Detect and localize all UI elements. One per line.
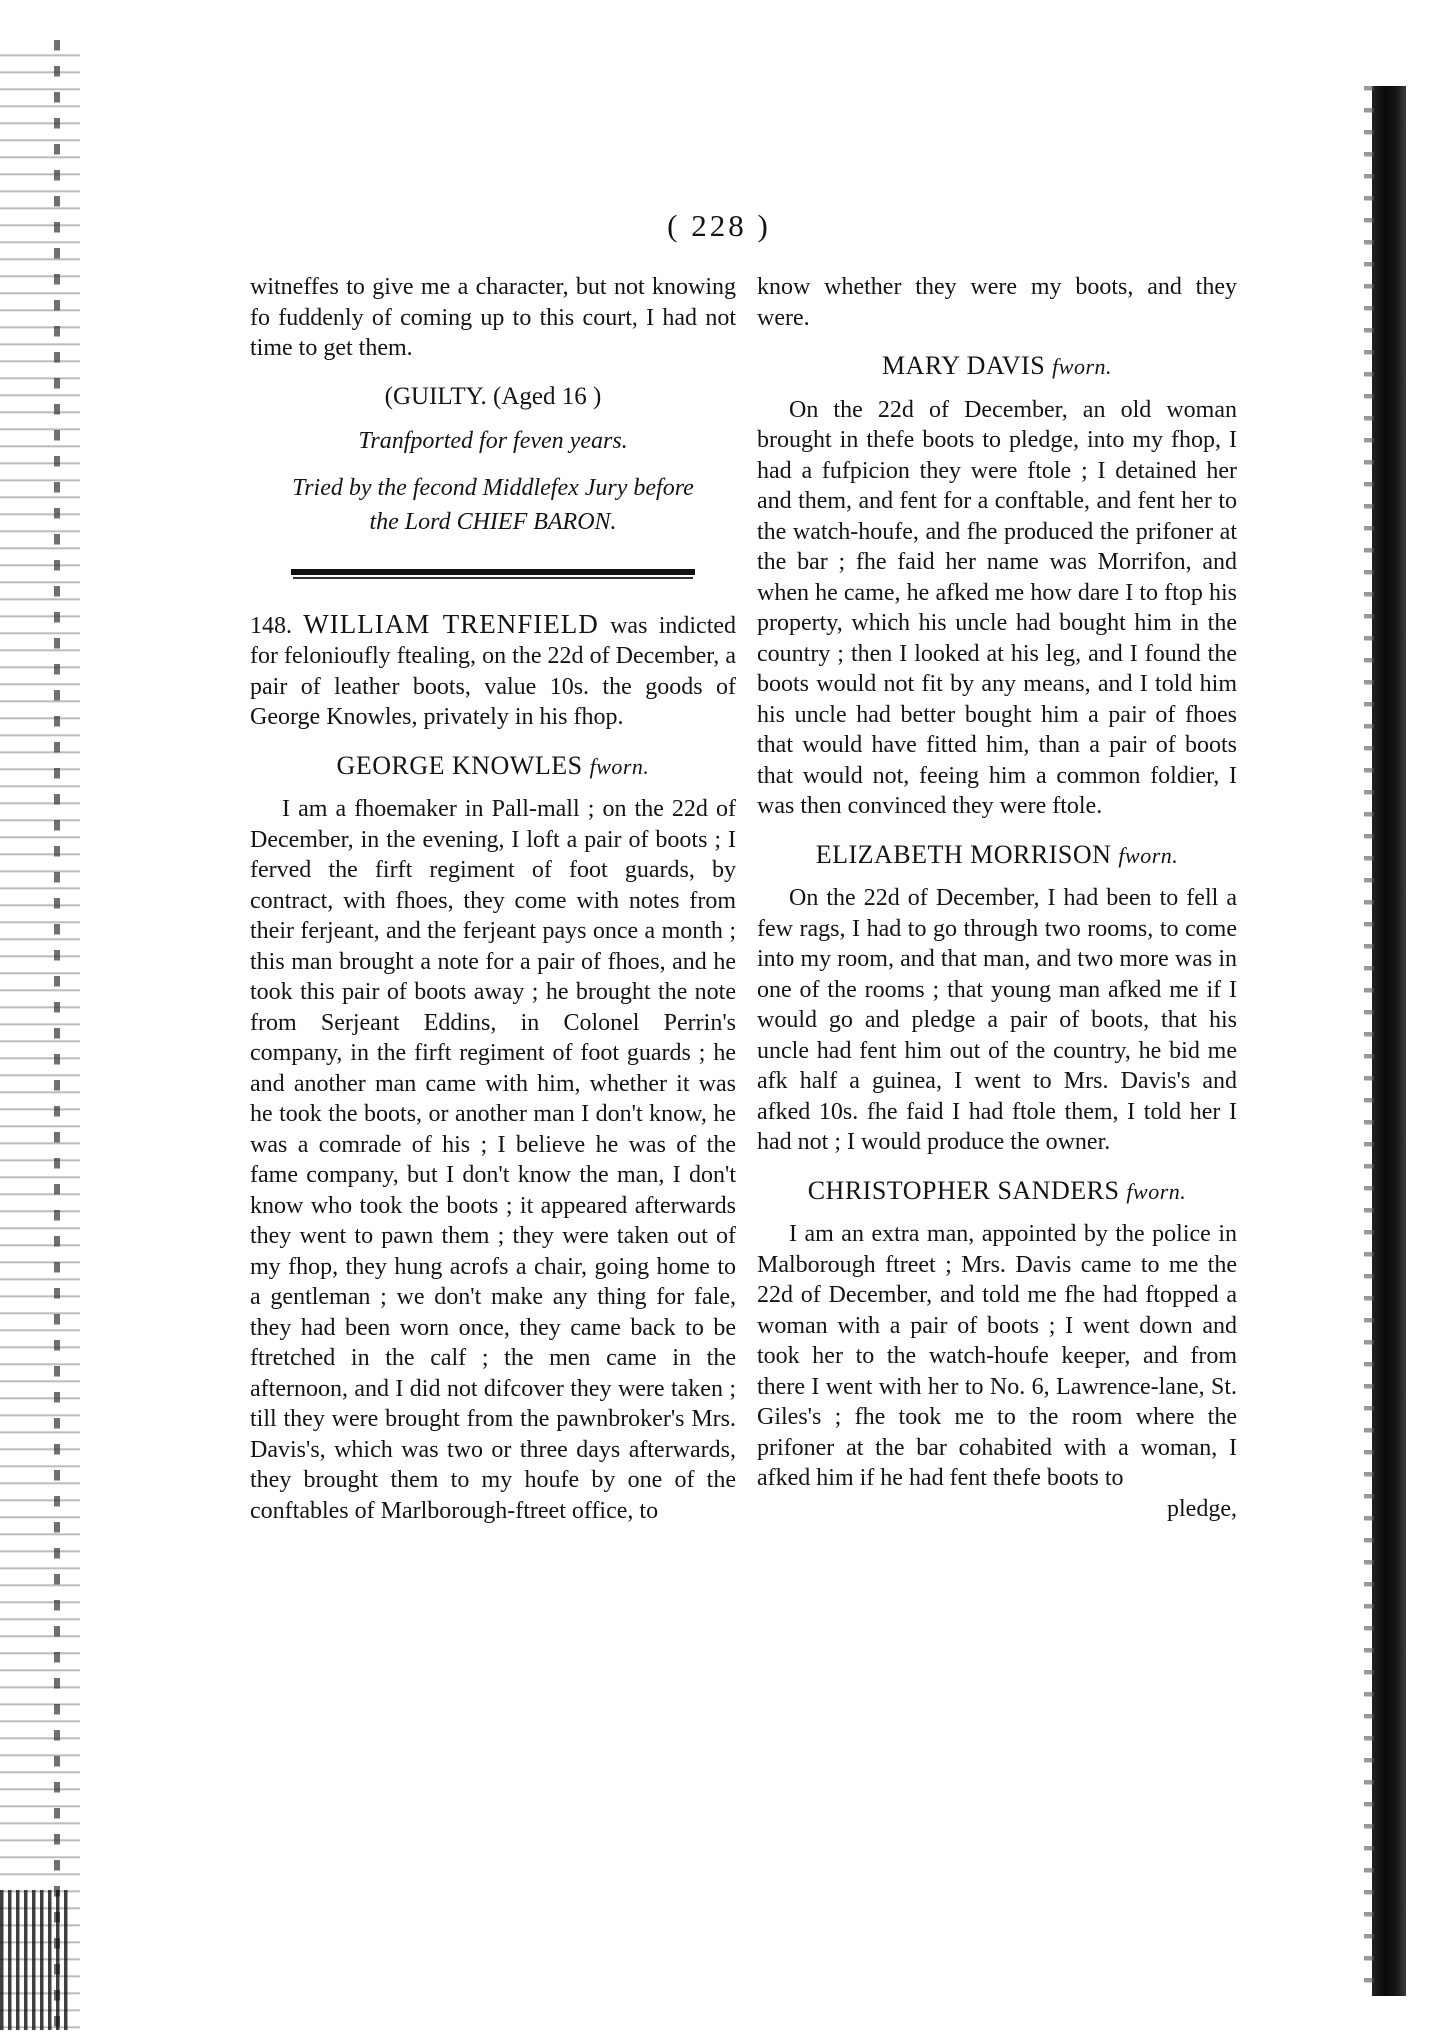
trial-line-2: the Lord CHIEF BARON. [369,508,617,535]
catchword: pledge, [1167,1495,1237,1522]
sentence: Tranfported for feven years. [358,428,628,454]
witness-sworn: fworn. [1118,842,1179,868]
witness-testimony: I am a fhoemaker in Pall-mall ; on the 22d of December, in the evening, I loft a pair of boots ; I ferved the firft regiment of foot guards, by contract, with fhoes, they come with notes from their ferjeant, and the ferjeant pays once a month ; this man brought a note for a pair of fhoes, and he took this pair of boots away ; he brought the note from Serjeant Eddins, in Colonel Perrin's company, in the firft regiment of foot guards ; he and another man came with him, whether it was he took the boots, or another man I don't know, he was a comrade of his ; I believe he was of the fame company, but I don't know the man, I don't know who took the boots ; it appeared afterwards they went to pawn them ; they were taken out of my fhop, they hung acrofs a chair, going home to a gentleman ; we don't make any thing for fale, they had been worn once, they came back to be ftretched in the calf ; the men came in the afternoon, and I did not difcover they were taken ; till they were brought from the pawnbroker's Mrs. Davis's, which was two or three days afterwards, they brought them to my houfe by one of the conftables of Marlborough-ftreet office, to [250,796,736,1524]
section-divider [291,569,695,575]
witness-testimony: I am an extra man, appointed by the police in Malborough ftreet ; Mrs. Davis came to me the 22d of December, and told me fhe had ftopped a woman with a pair of boots ; I went down and took her to the watch-houfe keeper, and from there I went with her to No. 6, Lawrence-lane, St. Giles's ; fhe took me to the room where the prifoner at the bar cohabited with a woman, I afked him if he had fent thefe boots to [757,1221,1237,1491]
verdict: (GUILTY. (Aged 16 ) [384,382,602,410]
right-column [757,272,1237,1524]
witness-name: CHRISTOPHER SANDERS [807,1175,1120,1205]
witness-heading [250,751,736,783]
witness-heading [757,1176,1237,1208]
witness-heading [757,840,1237,872]
witness-name: GEORGE KNOWLES [336,750,583,780]
left-column [250,272,736,1526]
case-heading [250,609,736,733]
scan-left-edge-artifact [0,40,80,2030]
witness-testimony: On the 22d of December, I had been to fell a few rags, I had to go through two rooms, to come into my room, and that man, and two more was in one of the rooms ; that young man afked me if I would go and pledge a pair of boots, that his uncle had fent him out of the country, he bid me afk half a guinea, I went to Mrs. Davis's and afked 10s. fhe faid I had ftole them, I told her I had not ; I would produce the owner. [757,885,1237,1155]
witness-heading [757,351,1237,383]
witness-sworn: fworn. [1052,354,1113,379]
continuation-text-right: know whether they were my boots, and they were. [757,274,1237,331]
witness-testimony: On the 22d of December, an old woman brought in thefe boots to pledge, into my fhop, I had a fufpicion they were ftole ; I detained her and them, and fent for a conftable, and fent her to the watch-houfe, and fhe produced the prifoner at the bar ; fhe faid her name was Morrifon, and when he came, he afked me how dare I to ftop his property, which his uncle had bought him in the country ; then I looked at his leg, and I found the boots would not fit by any means, and I told him his uncle had better bought him a pair of fhoes that would have fitted him, than a pair of boots that would not, feeing him a common foldier, I was then convinced they were ftole. [757,396,1237,819]
witness-sworn: fworn. [1126,1178,1187,1204]
witness-sworn: fworn. [589,753,650,779]
scan-right-binding-shadow [1372,86,1406,1996]
witness-name: MARY DAVIS [881,351,1046,380]
witness-name: ELIZABETH MORRISON [815,839,1112,869]
trial-line-1: Tried by the fecond Middlefex Jury before [292,474,694,501]
case-number: 148. [250,612,292,639]
case-defendant: WILLIAM TRENFIELD [303,608,599,639]
continuation-text-left: witneffes to give me a character, but not knowing fo fuddenly of coming up to this court, I had not time to get them. [250,274,736,361]
page-number: ( 228 ) [667,208,771,243]
case-charge: was indicted for felonioufly ftealing, on the 22d of December, a pair of leather boots, value 10s. the goods of George Knowles, privately in his fhop. [250,612,737,730]
